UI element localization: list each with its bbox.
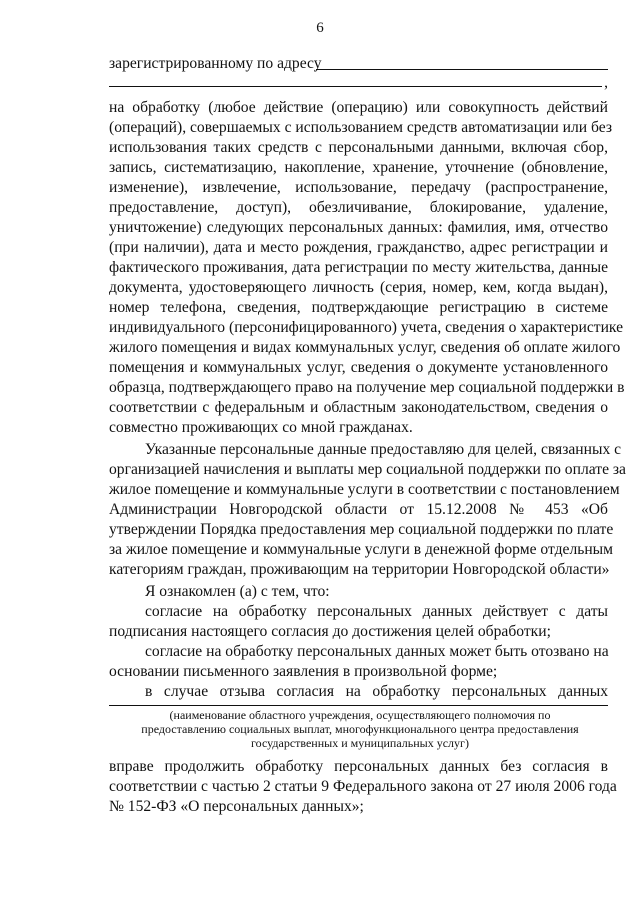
para2-line: жилое помещение и коммунальные услуги в соответствии с постановлением: [109, 481, 620, 498]
para2-line: Администрации Новгородской области от 15.12.2008 № 453 «Об: [109, 501, 608, 518]
para5-line: основании письменного заявления в произвольной форме;: [109, 663, 498, 680]
address-comma: ,: [604, 74, 608, 91]
footnote-line: предоставлению социальных выплат, многофункционального центра предоставления: [141, 722, 579, 736]
para1-line: (при наличии), дата и место рождения, гражданство, адрес регистрации и: [109, 239, 608, 256]
para1-line: образца, подтверждающего право на получение мер социальной поддержки в: [109, 379, 625, 396]
para7-line: соответствии с частью 2 статьи 9 Федерального закона от 27 июля 2006 года: [109, 778, 617, 795]
para6-line: в случае отзыва согласия на обработку персональных данных: [145, 683, 608, 700]
para5-line: согласие на обработку персональных данных может быть отозвано на: [145, 643, 609, 660]
para1-line: индивидуального (персонифицированного) учета, сведения о характеристике: [109, 319, 624, 336]
para1-line: совместно проживающих со мной гражданах.: [109, 419, 413, 436]
para1-line: документа, удостоверяющего личность (серия, номер, кем, когда выдан),: [109, 279, 608, 296]
para2-line: утверждении Порядка предоставления мер социальной поддержки по плате: [109, 521, 614, 538]
para7-line: вправе продолжить обработку персональных данных без согласия в: [109, 758, 608, 775]
para2-line: Указанные персональные данные предоставляю для целей, связанных с: [145, 441, 622, 458]
footnote-rule: [109, 705, 608, 706]
footnote-line: (наименование областного учреждения, осуществляющего полномочия по: [169, 708, 551, 722]
page-number: 6: [316, 20, 324, 36]
para7-line: № 152-ФЗ «О персональных данных»;: [109, 798, 364, 815]
para1-line: использования таких средств с персональными данными, включая сбор,: [109, 139, 608, 156]
address-line: [109, 54, 608, 73]
address-blank-line-2: [109, 73, 608, 92]
address-label: зарегистрированному по адресу: [109, 55, 322, 72]
para1-line: запись, систематизацию, накопление, хранение, уточнение (обновление,: [109, 159, 608, 176]
address-blank-rule: [109, 86, 602, 87]
para2-line: за жилое помещение и коммунальные услуги в денежной форме отдельным: [109, 541, 614, 558]
para1-line: на обработку (любое действие (операцию) или совокупность действий: [109, 99, 608, 116]
para1-line: номер телефона, сведения, подтверждающие регистрацию в системе: [109, 299, 608, 316]
para1-line: уничтожение) следующих персональных данных: фамилия, имя, отчество: [109, 219, 608, 236]
para1-line: фактического проживания, дата регистрации по месту жительства, данные: [109, 259, 608, 276]
address-blank-line: [316, 69, 608, 70]
para4-line: подписания настоящего согласия до достижения целей обработки;: [109, 623, 551, 640]
para2-line: организацией начисления и выплаты мер социальной поддержки по оплате за: [109, 461, 626, 478]
para1-line: жилого помещения и видах коммунальных услуг, сведения об оплате жилого: [109, 339, 621, 356]
para4-line: согласие на обработку персональных данных действует с даты: [145, 603, 608, 620]
para2-line: категориям граждан, проживающим на территории Новгородской области»: [109, 561, 610, 578]
para1-line: соответствии с федеральным и областным законодательством, сведения о: [109, 399, 608, 416]
para1-line: предоставление, доступ), обезличивание, блокирование, удаление,: [109, 199, 608, 216]
footnote-line: государственных и муниципальных услуг): [251, 736, 469, 750]
para1-line: помещения и коммунальных услуг, сведения о документе установленного: [109, 359, 608, 376]
para1-line: изменение), извлечение, использование, передачу (распространение,: [109, 179, 608, 196]
para1-line: (операций), совершаемых с использованием средств автоматизации или без: [109, 119, 613, 136]
para3-line: Я ознакомлен (а) с тем, что:: [145, 583, 330, 600]
